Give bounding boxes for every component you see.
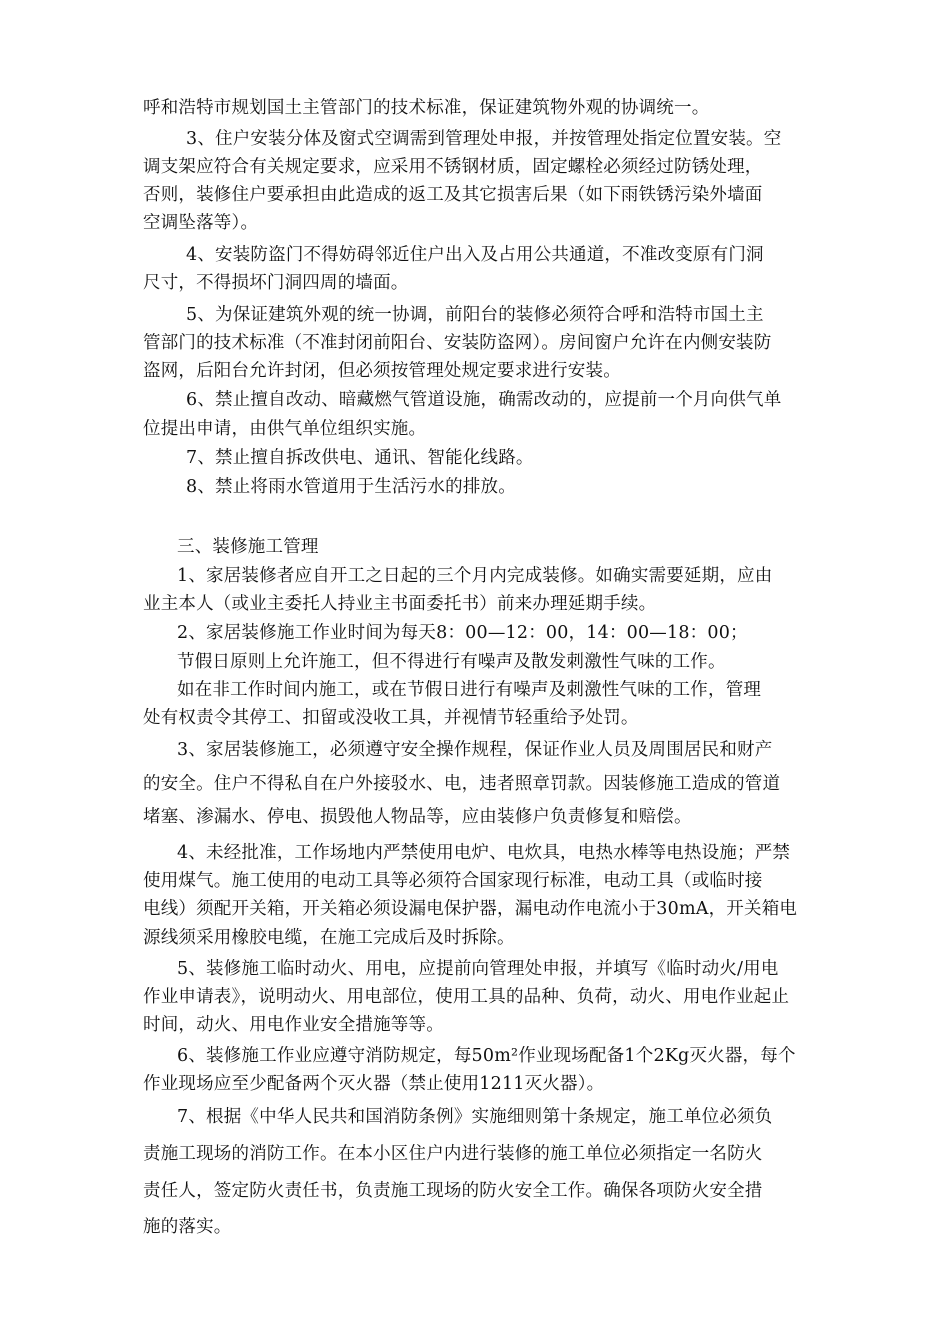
text-line: 3、家居装修施工，必须遵守安全操作规程，保证作业人员及周围居民和财产	[177, 740, 773, 760]
text-line: 4、未经批准，工作场地内严禁使用电炉、电炊具，电热水棒等电热设施；严禁	[177, 843, 791, 863]
text-line: 作业申请表》，说明动火、用电部位，使用工具的品种、负荷，动火、用电作业起止	[143, 987, 790, 1007]
text-line: 使用煤气。施工使用的电动工具等必须符合国家现行标准，电动工具（或临时接	[143, 871, 763, 891]
text-line: 7、禁止擅自拆改供电、通讯、智能化线路。	[186, 448, 534, 468]
text-line: 否则，装修住户要承担由此造成的返工及其它损害后果（如下雨铁锈污染外墙面	[143, 185, 763, 205]
text-line: 时间，动火、用电作业安全措施等等。	[143, 1015, 444, 1035]
text-line: 的安全。住户不得私自在户外接驳水、电，违者照章罚款。因装修施工造成的管道	[143, 774, 781, 794]
text-line: 4、安装防盗门不得妨碍邻近住户出入及占用公共通道，不准改变原有门洞	[186, 245, 764, 265]
text-line: 施的落实。	[143, 1217, 232, 1237]
text-line: 6、禁止擅自改动、暗藏燃气管道设施，确需改动的，应提前一个月向供气单	[186, 390, 782, 410]
text-line: 责任人，签定防火责任书，负责施工现场的防火安全工作。确保各项防火安全措	[143, 1181, 763, 1201]
text-line: 堵塞、渗漏水、停电、损毁他人物品等，应由装修户负责修复和赔偿。	[143, 807, 692, 827]
text-line: 6、装修施工作业应遵守消防规定，每50m²作业现场配备1个2Kg灭火器，每个	[177, 1046, 796, 1066]
text-line: 3、住户安装分体及窗式空调需到管理处申报，并按管理处指定位置安装。空	[186, 129, 782, 149]
text-line: 盗网，后阳台允许封闭，但必须按管理处规定要求进行安装。	[143, 361, 621, 381]
text-line: 位提出申请，由供气单位组织实施。	[143, 419, 427, 439]
text-line: 5、为保证建筑外观的统一协调，前阳台的装修必须符合呼和浩特市国土主	[186, 305, 764, 325]
text-line: 如在非工作时间内施工，或在节假日进行有噪声及刺激性气味的工作，管理	[177, 680, 762, 700]
text-line: 呼和浩特市规划国土主管部门的技术标准，保证建筑物外观的协调统一。	[143, 98, 710, 118]
text-line: 调支架应符合有关规定要求，应采用不锈钢材质，固定螺栓必须经过防锈处理，	[143, 157, 763, 177]
text-line: 责施工现场的消防工作。在本小区住户内进行装修的施工单位必须指定一名防火	[143, 1144, 763, 1164]
text-line: 业主本人（或业主委托人持业主书面委托书）前来办理延期手续。	[143, 594, 657, 614]
section-heading: 三、装修施工管理	[177, 537, 319, 557]
text-line: 空调坠落等）。	[143, 213, 259, 233]
text-line: 节假日原则上允许施工，但不得进行有噪声及散发刺激性气味的工作。	[177, 652, 726, 672]
text-line: 5、装修施工临时动火、用电，应提前向管理处申报，并填写《临时动火/用电	[177, 959, 779, 979]
text-line: 管部门的技术标准（不准封闭前阳台、安装防盗网）。房间窗户允许在内侧安装防	[143, 333, 772, 353]
text-line: 电线）须配开关箱，开关箱必须设漏电保护器，漏电动作电流小于30mA，开关箱电	[143, 899, 798, 919]
text-line: 8、禁止将雨水管道用于生活污水的排放。	[186, 477, 516, 497]
text-line: 7、根据《中华人民共和国消防条例》实施细则第十条规定，施工单位必须负	[177, 1107, 773, 1127]
text-line: 作业现场应至少配备两个灭火器（禁止使用1211灭火器）。	[143, 1074, 605, 1094]
text-line: 1、家居装修者应自开工之日起的三个月内完成装修。如确实需要延期，应由	[177, 566, 773, 586]
text-line: 尺寸，不得损坏门洞四周的墙面。	[143, 273, 409, 293]
text-line: 源线须采用橡胶电缆，在施工完成后及时拆除。	[143, 928, 515, 948]
text-line: 2、家居装修施工作业时间为每天8：00—12：00，14：00—18：00；	[177, 623, 748, 643]
text-line: 处有权责令其停工、扣留或没收工具，并视情节轻重给予处罚。	[143, 708, 639, 728]
